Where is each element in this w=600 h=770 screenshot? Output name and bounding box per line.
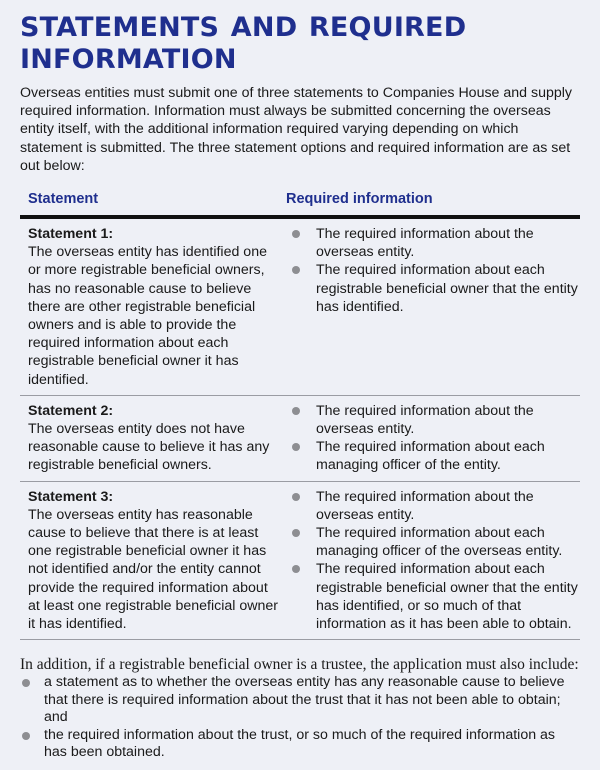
table-header [20, 187, 580, 215]
list-item [286, 261, 580, 316]
required-info-cell [286, 488, 580, 634]
table-row [20, 396, 580, 482]
bullet-icon [20, 674, 44, 727]
statement-cell [28, 488, 286, 634]
bullet-icon [286, 560, 316, 633]
list-item [20, 674, 580, 727]
bullet-icon [286, 524, 316, 560]
column-header-statement: Statement [28, 191, 99, 208]
list-item-text: The required information about the overseas entity. [316, 402, 534, 438]
list-item [286, 524, 580, 560]
list-item-text: the required information about the trust, or so much of the required information as has been obtained. [44, 726, 556, 761]
list-item [286, 402, 580, 438]
list-item-text: a statement as to whether the overseas entity has any reasonable cause to believe that there is required information about the trust that it has not been able to obtain; and [44, 674, 565, 726]
page-title: STATEMENTS AND REQUIRED INFORMATION [20, 12, 467, 75]
statement-label: Statement 2: [28, 402, 114, 419]
bullet-icon [286, 488, 316, 524]
list-item [20, 727, 580, 762]
statement-label: Statement 3: [28, 488, 114, 505]
list-item-text: The required information about the overseas entity. [316, 488, 534, 523]
list-item-text: The required information about each managing officer of the overseas entity. [316, 525, 563, 560]
statement-cell [28, 402, 286, 475]
bullet-icon [286, 438, 316, 474]
list-item-text: The required information about each registrable beneficial owner that the entity has identified. [316, 262, 578, 315]
statement-text: The overseas entity does not have reasonable cause to believe it has any registrable beneficial owners. [28, 421, 270, 474]
footer-list [20, 674, 580, 762]
column-header-required-information: Required information [286, 191, 433, 208]
statement-cell [28, 225, 286, 389]
table-row [20, 482, 580, 641]
list-item-text: The required information about each registrable beneficial owner that the entity has identified, or so much of that information as it has been able to obtain. [316, 561, 578, 633]
list-item [286, 438, 580, 474]
list-item [286, 560, 580, 633]
list-item [286, 225, 580, 261]
bullet-icon [286, 225, 316, 261]
bullet-icon [286, 402, 316, 438]
list-item-text: The required information about the overseas entity. [316, 226, 534, 261]
statement-label: Statement 1: [28, 226, 114, 243]
bullet-icon [20, 727, 44, 762]
table-row [20, 219, 580, 396]
footer-section [20, 656, 580, 762]
bullet-icon [286, 261, 316, 316]
statement-text: The overseas entity has reasonable cause to believe that there is at least one registrable beneficial owner it has not identified and/or the entity cannot provide the required information about at least one registrable beneficial owner it has identified. [28, 506, 279, 633]
required-info-cell [286, 402, 580, 475]
required-info-cell [286, 225, 580, 389]
list-item-text: The required information about each managing officer of the entity. [316, 439, 545, 474]
list-item [286, 488, 580, 524]
footer-text: In addition, if a registrable beneficial owner is a trustee, the application must also include: [20, 656, 579, 674]
statement-text: The overseas entity has identified one or more registrable beneficial owners, has no reasonable cause to believe there are other registrable beneficial owners and is able to provide the required information about each registrable beneficial owner it has identified. [28, 244, 267, 388]
intro-paragraph: Overseas entities must submit one of three statements to Companies House and supply required information. Information must always be submitted concerning the overseas entity itself, with the additional information required varying depending on which statement is submitted. The three statement options and required information are as set out below: [20, 85, 573, 174]
